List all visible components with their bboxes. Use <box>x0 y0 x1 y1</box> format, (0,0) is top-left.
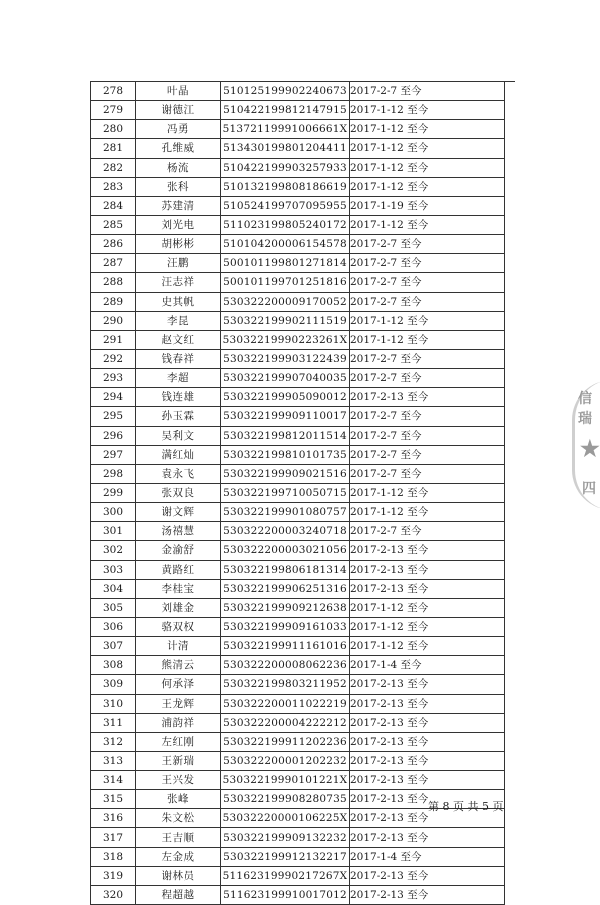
name-cell: 胡彬彬 <box>136 235 221 254</box>
id-number-cell: 510422199903257933 <box>221 158 350 177</box>
table-row <box>91 579 505 598</box>
row-number-cell: 280 <box>91 120 136 139</box>
row-number-cell: 281 <box>91 139 136 158</box>
date-cell: 2017-2-7 至今 <box>350 292 505 311</box>
row-number-cell: 296 <box>91 426 136 445</box>
seal-text-bottom: 四 <box>582 481 596 497</box>
name-cell: 袁永飞 <box>136 464 221 483</box>
row-number-cell: 282 <box>91 158 136 177</box>
date-cell: 2017-2-13 至今 <box>350 809 505 828</box>
name-cell: 谢林员 <box>136 866 221 885</box>
name-cell: 汪鹏 <box>136 254 221 273</box>
table-row <box>91 120 505 139</box>
date-cell: 2017-1-4 至今 <box>350 656 505 675</box>
row-number-cell: 311 <box>91 713 136 732</box>
id-number-cell: 510104200006154578 <box>221 235 350 254</box>
name-cell: 黄路红 <box>136 560 221 579</box>
table-row <box>91 445 505 464</box>
row-number-cell: 293 <box>91 369 136 388</box>
name-cell: 张科 <box>136 177 221 196</box>
name-cell: 王龙辉 <box>136 694 221 713</box>
date-cell: 2017-2-13 至今 <box>350 675 505 694</box>
name-cell: 刘光电 <box>136 215 221 234</box>
id-number-cell: 530322199908280735 <box>221 790 350 809</box>
date-cell: 2017-2-13 至今 <box>350 560 505 579</box>
name-cell: 张双良 <box>136 483 221 502</box>
date-cell: 2017-2-13 至今 <box>350 694 505 713</box>
row-number-cell: 291 <box>91 330 136 349</box>
id-number-cell: 530322199905090012 <box>221 388 350 407</box>
date-cell: 2017-1-12 至今 <box>350 311 505 330</box>
table-row <box>91 483 505 502</box>
row-number-cell: 303 <box>91 560 136 579</box>
id-number-cell: 530322199909212638 <box>221 598 350 617</box>
table-row <box>91 598 505 617</box>
table-row <box>91 196 505 215</box>
row-number-cell: 299 <box>91 483 136 502</box>
id-number-cell: 530322199902111519 <box>221 311 350 330</box>
name-cell: 史其帆 <box>136 292 221 311</box>
row-number-cell: 312 <box>91 732 136 751</box>
table-row <box>91 426 505 445</box>
date-cell: 2017-2-7 至今 <box>350 349 505 368</box>
row-number-cell: 308 <box>91 656 136 675</box>
table-row <box>91 388 505 407</box>
name-cell: 苏建清 <box>136 196 221 215</box>
table-row <box>91 828 505 847</box>
row-number-cell: 289 <box>91 292 136 311</box>
table-row <box>91 158 505 177</box>
id-number-cell: 530322199907040035 <box>221 369 350 388</box>
id-number-cell: 530322199909021516 <box>221 464 350 483</box>
table-row <box>91 656 505 675</box>
table-row <box>91 101 505 120</box>
table-row <box>91 771 505 790</box>
name-cell: 李桂宝 <box>136 579 221 598</box>
table-row <box>91 139 505 158</box>
name-cell: 刘雄金 <box>136 598 221 617</box>
name-cell: 王吉顺 <box>136 828 221 847</box>
row-number-cell: 283 <box>91 177 136 196</box>
date-cell: 2017-1-12 至今 <box>350 483 505 502</box>
name-cell: 叶晶 <box>136 82 221 101</box>
name-cell: 熊清云 <box>136 656 221 675</box>
date-cell: 2017-2-13 至今 <box>350 388 505 407</box>
row-number-cell: 287 <box>91 254 136 273</box>
name-cell: 赵文红 <box>136 330 221 349</box>
date-cell: 2017-2-7 至今 <box>350 445 505 464</box>
id-number-cell: 530322200003240718 <box>221 522 350 541</box>
id-number-cell: 530322199909110017 <box>221 407 350 426</box>
table-row <box>91 330 505 349</box>
row-number-cell: 313 <box>91 751 136 770</box>
row-number-cell: 317 <box>91 828 136 847</box>
table-row <box>91 637 505 656</box>
id-number-cell: 500101199801271814 <box>221 254 350 273</box>
id-number-cell: 510132199808186619 <box>221 177 350 196</box>
id-number-cell: 51162319990217267X <box>221 866 350 885</box>
name-cell: 张峰 <box>136 790 221 809</box>
date-cell: 2017-1-12 至今 <box>350 637 505 656</box>
row-number-cell: 295 <box>91 407 136 426</box>
date-cell: 2017-2-7 至今 <box>350 426 505 445</box>
id-number-cell: 513430199801204411 <box>221 139 350 158</box>
date-cell: 2017-2-7 至今 <box>350 522 505 541</box>
date-cell: 2017-1-12 至今 <box>350 617 505 636</box>
roster-table <box>90 81 505 905</box>
row-number-cell: 304 <box>91 579 136 598</box>
row-number-cell: 319 <box>91 866 136 885</box>
row-number-cell: 315 <box>91 790 136 809</box>
row-number-cell: 290 <box>91 311 136 330</box>
page-number: 第 8 页 共 5 页 <box>428 800 504 813</box>
date-cell: 2017-2-13 至今 <box>350 885 505 904</box>
name-cell: 左金成 <box>136 847 221 866</box>
row-number-cell: 279 <box>91 101 136 120</box>
table-row <box>91 292 505 311</box>
date-cell: 2017-1-12 至今 <box>350 598 505 617</box>
date-cell: 2017-2-13 至今 <box>350 790 505 809</box>
date-cell: 2017-1-12 至今 <box>350 158 505 177</box>
id-number-cell: 530322200009170052 <box>221 292 350 311</box>
name-cell: 骆双权 <box>136 617 221 636</box>
table-row <box>91 82 505 101</box>
id-number-cell: 530322200004222212 <box>221 713 350 732</box>
name-cell: 左红刚 <box>136 732 221 751</box>
table-row <box>91 713 505 732</box>
table-row <box>91 215 505 234</box>
id-number-cell: 530322199903122439 <box>221 349 350 368</box>
id-number-cell: 530322199803211952 <box>221 675 350 694</box>
date-cell: 2017-2-7 至今 <box>350 235 505 254</box>
date-cell: 2017-1-12 至今 <box>350 215 505 234</box>
id-number-cell: 530322200011022219 <box>221 694 350 713</box>
table-row <box>91 751 505 770</box>
date-cell: 2017-2-7 至今 <box>350 407 505 426</box>
id-number-cell: 530322199912132217 <box>221 847 350 866</box>
date-cell: 2017-2-13 至今 <box>350 732 505 751</box>
row-number-cell: 302 <box>91 541 136 560</box>
id-number-cell: 511023199805240172 <box>221 215 350 234</box>
id-number-cell: 510125199902240673 <box>221 82 350 101</box>
row-number-cell: 316 <box>91 809 136 828</box>
id-number-cell: 51372119991006661X <box>221 120 350 139</box>
id-number-cell: 530322199710050715 <box>221 483 350 502</box>
table-row <box>91 254 505 273</box>
row-number-cell: 305 <box>91 598 136 617</box>
table-row <box>91 311 505 330</box>
name-cell: 杨流 <box>136 158 221 177</box>
id-number-cell: 53032220000106225X <box>221 809 350 828</box>
id-number-cell: 510524199707095955 <box>221 196 350 215</box>
id-number-cell: 530322199810101735 <box>221 445 350 464</box>
table-row <box>91 885 505 904</box>
name-cell: 金渝舒 <box>136 541 221 560</box>
table-row <box>91 617 505 636</box>
name-cell: 孔维威 <box>136 139 221 158</box>
date-cell: 2017-2-7 至今 <box>350 254 505 273</box>
id-number-cell: 530322199806181314 <box>221 560 350 579</box>
name-cell: 计清 <box>136 637 221 656</box>
name-cell: 汪志祥 <box>136 273 221 292</box>
id-number-cell: 510422199812147915 <box>221 101 350 120</box>
id-number-cell: 511623199910017012 <box>221 885 350 904</box>
name-cell: 王新瑞 <box>136 751 221 770</box>
date-cell: 2017-2-13 至今 <box>350 866 505 885</box>
official-seal <box>572 380 600 510</box>
name-cell: 李超 <box>136 369 221 388</box>
name-cell: 谢文辉 <box>136 503 221 522</box>
name-cell: 满红灿 <box>136 445 221 464</box>
table-row <box>91 694 505 713</box>
table-row <box>91 349 505 368</box>
date-cell: 2017-1-19 至今 <box>350 196 505 215</box>
table-row <box>91 464 505 483</box>
row-number-cell: 292 <box>91 349 136 368</box>
row-number-cell: 294 <box>91 388 136 407</box>
name-cell: 程超越 <box>136 885 221 904</box>
table-row <box>91 273 505 292</box>
table-row <box>91 541 505 560</box>
date-cell: 2017-1-12 至今 <box>350 120 505 139</box>
date-cell: 2017-2-13 至今 <box>350 751 505 770</box>
row-number-cell: 288 <box>91 273 136 292</box>
id-number-cell: 53032219990223261X <box>221 330 350 349</box>
row-number-cell: 314 <box>91 771 136 790</box>
name-cell: 朱文松 <box>136 809 221 828</box>
row-number-cell: 285 <box>91 215 136 234</box>
row-number-cell: 297 <box>91 445 136 464</box>
id-number-cell: 500101199701251816 <box>221 273 350 292</box>
seal-text-top: 信瑞 <box>578 391 592 427</box>
date-cell: 2017-2-7 至今 <box>350 369 505 388</box>
row-number-cell: 298 <box>91 464 136 483</box>
date-cell: 2017-2-13 至今 <box>350 771 505 790</box>
date-cell: 2017-1-12 至今 <box>350 101 505 120</box>
table-row <box>91 369 505 388</box>
date-cell: 2017-2-13 至今 <box>350 541 505 560</box>
date-cell: 2017-1-4 至今 <box>350 847 505 866</box>
date-cell: 2017-1-12 至今 <box>350 503 505 522</box>
name-cell: 孙玉霖 <box>136 407 221 426</box>
row-number-cell: 307 <box>91 637 136 656</box>
row-number-cell: 310 <box>91 694 136 713</box>
id-number-cell: 530322199911161016 <box>221 637 350 656</box>
table-row <box>91 235 505 254</box>
date-cell: 2017-2-13 至今 <box>350 713 505 732</box>
table-row <box>91 177 505 196</box>
name-cell: 何承泽 <box>136 675 221 694</box>
roster-body <box>91 82 505 905</box>
name-cell: 谢德江 <box>136 101 221 120</box>
name-cell: 汤禧慧 <box>136 522 221 541</box>
date-cell: 2017-2-13 至今 <box>350 828 505 847</box>
name-cell: 钱连雄 <box>136 388 221 407</box>
name-cell: 王兴发 <box>136 771 221 790</box>
row-number-cell: 309 <box>91 675 136 694</box>
date-cell: 2017-2-7 至今 <box>350 273 505 292</box>
name-cell: 钱春祥 <box>136 349 221 368</box>
name-cell: 吴利文 <box>136 426 221 445</box>
id-number-cell: 530322200001202232 <box>221 751 350 770</box>
table-row <box>91 407 505 426</box>
date-cell: 2017-2-7 至今 <box>350 82 505 101</box>
date-cell: 2017-1-12 至今 <box>350 177 505 196</box>
table-row <box>91 675 505 694</box>
table-row <box>91 503 505 522</box>
table-row <box>91 560 505 579</box>
id-number-cell: 530322199909161033 <box>221 617 350 636</box>
row-number-cell: 300 <box>91 503 136 522</box>
row-number-cell: 318 <box>91 847 136 866</box>
date-cell: 2017-2-13 至今 <box>350 579 505 598</box>
name-cell: 浦韵祥 <box>136 713 221 732</box>
table-row <box>91 732 505 751</box>
row-number-cell: 284 <box>91 196 136 215</box>
name-cell: 冯勇 <box>136 120 221 139</box>
table-row <box>91 866 505 885</box>
id-number-cell: 530322199812011514 <box>221 426 350 445</box>
id-number-cell: 530322200003021056 <box>221 541 350 560</box>
id-number-cell: 530322200008062236 <box>221 656 350 675</box>
name-cell: 李昆 <box>136 311 221 330</box>
row-number-cell: 278 <box>91 82 136 101</box>
table-row <box>91 522 505 541</box>
table-row <box>91 847 505 866</box>
date-cell: 2017-1-12 至今 <box>350 139 505 158</box>
row-number-cell: 286 <box>91 235 136 254</box>
id-number-cell: 53032219990101221X <box>221 771 350 790</box>
date-cell: 2017-2-7 至今 <box>350 464 505 483</box>
date-cell: 2017-1-12 至今 <box>350 330 505 349</box>
row-number-cell: 320 <box>91 885 136 904</box>
seal-star-icon: ★ <box>580 436 600 462</box>
id-number-cell: 530322199909132232 <box>221 828 350 847</box>
row-number-cell: 301 <box>91 522 136 541</box>
id-number-cell: 530322199906251316 <box>221 579 350 598</box>
row-number-cell: 306 <box>91 617 136 636</box>
id-number-cell: 530322199901080757 <box>221 503 350 522</box>
id-number-cell: 530322199911202236 <box>221 732 350 751</box>
